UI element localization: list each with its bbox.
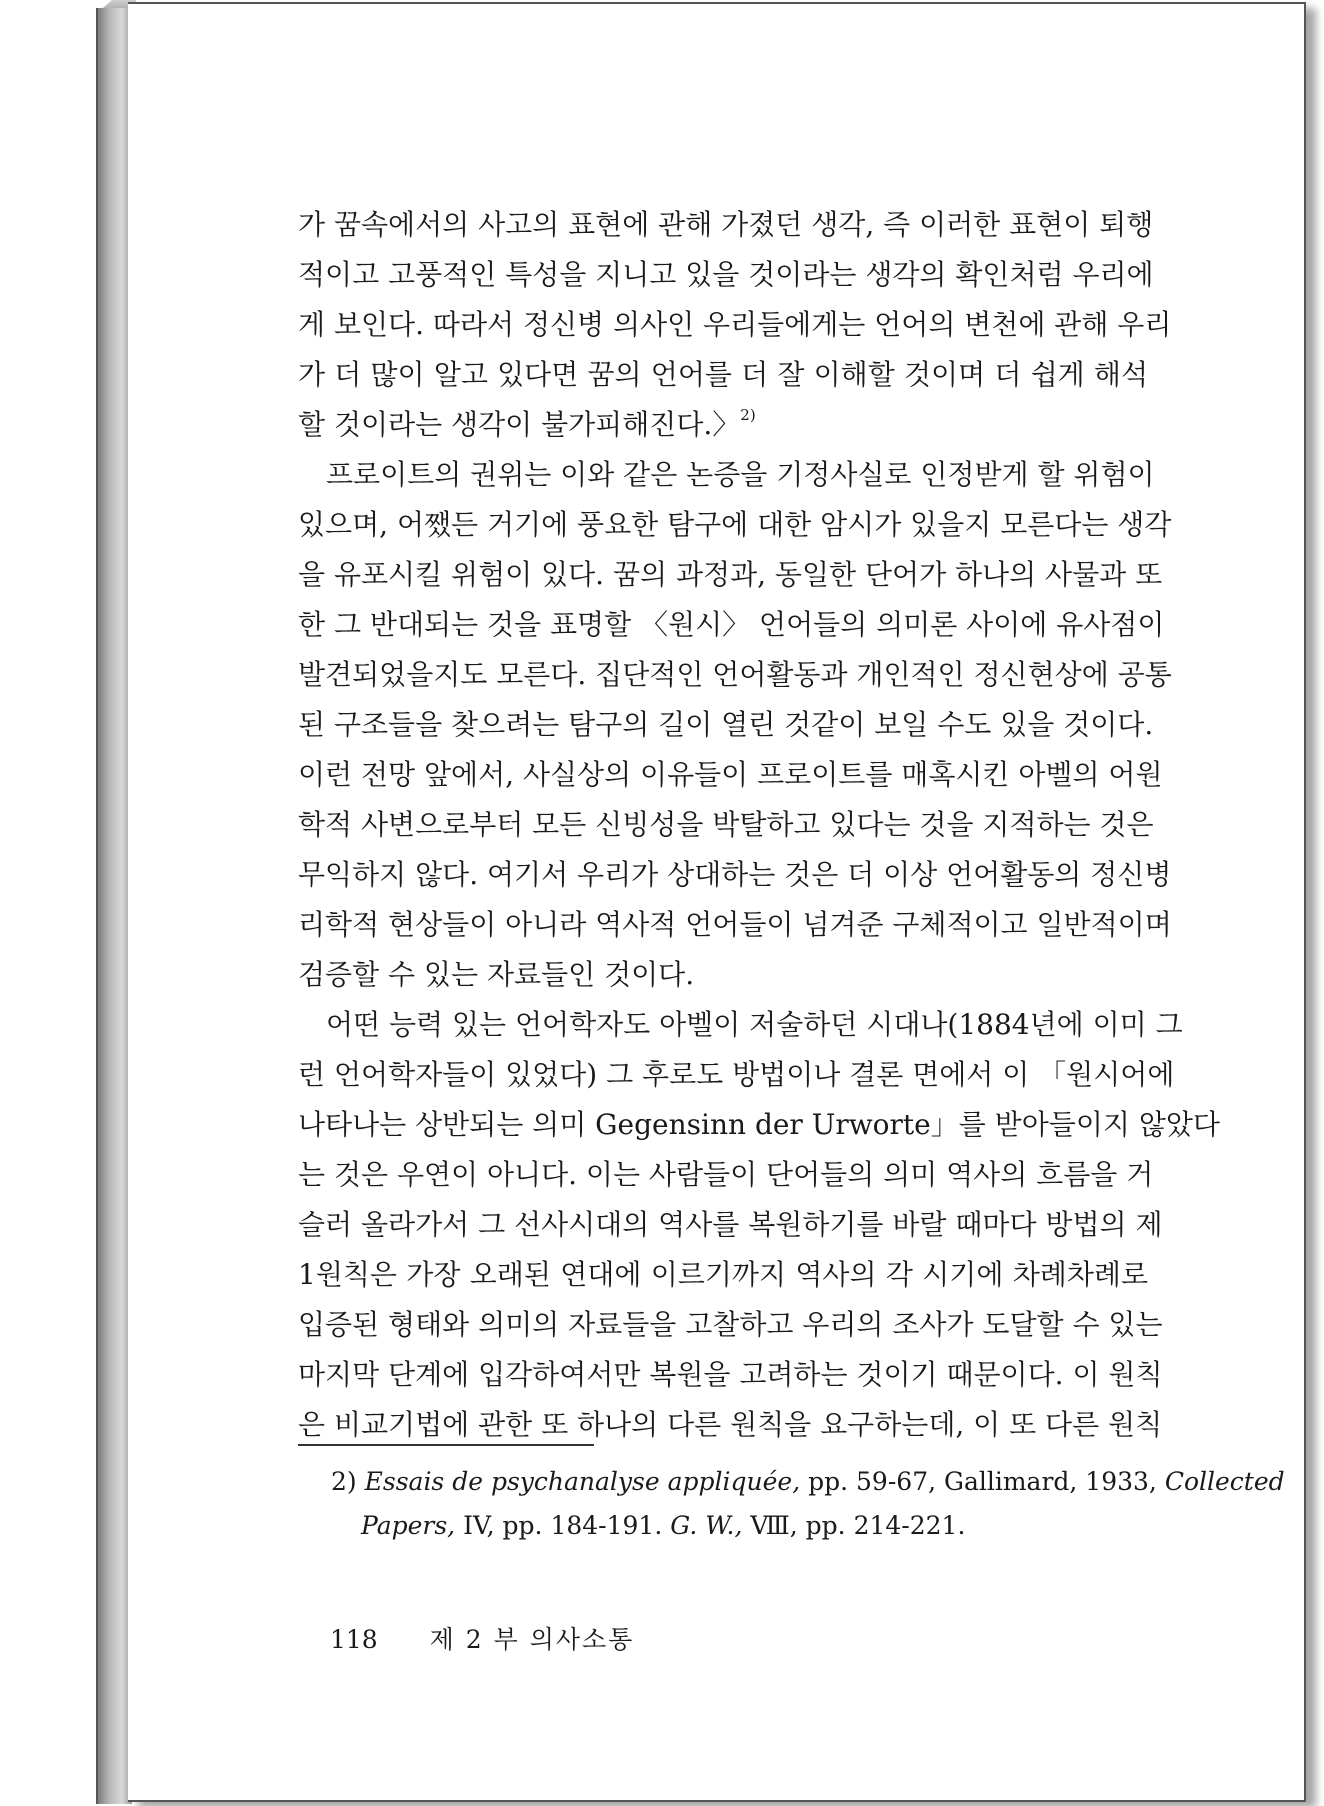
text-line: 마지막 단계에 입각하여서만 복원을 고려하는 것이기 때문이다. 이 원칙 bbox=[298, 1358, 1163, 1391]
text-line: 리학적 현상들이 아니라 역사적 언어들이 넘겨준 구체적이고 일반적이며 bbox=[298, 908, 1172, 941]
text-line: 나타나는 상반되는 의미 Gegensinn der Urworte」를 받아들이지 않았다 bbox=[298, 1108, 1220, 1141]
footnote-marker: 2) bbox=[331, 1467, 357, 1496]
text-line: 을 유포시킬 위험이 있다. 꿈의 과정과, 동일한 단어가 하나의 사물과 또 bbox=[298, 558, 1163, 591]
text-line: 는 것은 우연이 아니다. 이는 사람들이 단어들의 의미 역사의 흐름을 거 bbox=[298, 1158, 1154, 1191]
text-line: 있으며, 어쨌든 거기에 풍요한 탐구에 대한 암시가 있을지 모른다는 생각 bbox=[298, 508, 1172, 541]
text-line: 된 구조들을 찾으려는 탐구의 길이 열린 것같이 보일 수도 있을 것이다. bbox=[298, 708, 1154, 741]
footnote-line-2 bbox=[331, 1504, 1151, 1548]
section-label: 제 2 부 의사소통 bbox=[429, 1625, 635, 1654]
text-line: 런 언어학자들이 있었다) 그 후로도 방법이나 결론 면에서 이 「원시어에 bbox=[298, 1058, 1175, 1091]
text-line: 할 것이라는 생각이 불가피해진다.〉 bbox=[298, 408, 741, 441]
text-line: 한 그 반대되는 것을 표명할 〈원시〉 언어들의 의미론 사이에 유사점이 bbox=[298, 608, 1165, 641]
page-number: 118 bbox=[330, 1625, 378, 1654]
text-line-with-footnote bbox=[298, 400, 1148, 450]
text-line: 은 비교기법에 관한 또 하나의 다른 원칙을 요구하는데, 이 또 다른 원칙 bbox=[298, 1408, 1163, 1441]
footnote-title: Collected bbox=[1164, 1467, 1285, 1496]
footnote-pages: Ⅷ, pp. 214-221. bbox=[750, 1511, 966, 1540]
footnote-pages: IV, pp. 184-191. bbox=[463, 1511, 663, 1540]
body-text bbox=[298, 200, 1220, 1450]
footnote-pages: pp. 59-67, Gallimard, 1933, bbox=[808, 1467, 1157, 1496]
text-line: 학적 사변으로부터 모든 신빙성을 박탈하고 있다는 것을 지적하는 것은 bbox=[298, 808, 1154, 841]
footnote-title: Essais de psychanalyse appliquée, bbox=[364, 1467, 801, 1496]
paragraph-start-line: 프로이트의 권위는 이와 같은 논증을 기정사실로 인정받게 할 위험이 bbox=[326, 458, 1155, 491]
text-line: 슬러 올라가서 그 선사시대의 역사를 복원하기를 바랄 때마다 방법의 제 bbox=[298, 1208, 1163, 1241]
text-line: 1원칙은 가장 오래된 연대에 이르기까지 역사의 각 시기에 차례차례로 bbox=[298, 1258, 1148, 1291]
text-line: 이런 전망 앞에서, 사실상의 이유들이 프로이트를 매혹시킨 아벨의 어원 bbox=[298, 758, 1163, 791]
footnote-title: G. W., bbox=[670, 1511, 743, 1540]
text-line: 게 보인다. 따라서 정신병 의사인 우리들에게는 언어의 변천에 관해 우리 bbox=[298, 308, 1172, 341]
footnote-title: Papers, bbox=[361, 1511, 456, 1540]
text-line: 검증할 수 있는 자료들인 것이다. bbox=[298, 958, 695, 991]
footnote-divider bbox=[298, 1444, 594, 1446]
footnote bbox=[331, 1460, 1285, 1548]
book-page-edges bbox=[96, 8, 132, 1804]
text-line: 무익하지 않다. 여기서 우리가 상대하는 것은 더 이상 언어활동의 정신병 bbox=[298, 858, 1172, 891]
paragraph-start-line: 어떤 능력 있는 언어학자도 아벨이 저술하던 시대나(1884년에 이미 그 bbox=[326, 1008, 1183, 1041]
text-line: 입증된 형태와 의미의 자료들을 고찰하고 우리의 조사가 도달할 수 있는 bbox=[298, 1308, 1163, 1341]
text-line: 발견되었을지도 모른다. 집단적인 언어활동과 개인적인 정신현상에 공통 bbox=[298, 658, 1172, 691]
page-footer bbox=[330, 1622, 634, 1658]
text-line: 가 더 많이 알고 있다면 꿈의 언어를 더 잘 이해할 것이며 더 쉽게 해석 bbox=[298, 358, 1148, 391]
text-line: 가 꿈속에서의 사고의 표현에 관해 가졌던 생각, 즉 이러한 표현이 퇴행 bbox=[298, 208, 1154, 241]
text-line: 적이고 고풍적인 특성을 지니고 있을 것이라는 생각의 확인처럼 우리에 bbox=[298, 258, 1154, 291]
footnote-line-1 bbox=[331, 1460, 1285, 1504]
footnote-reference: 2) bbox=[740, 406, 756, 424]
